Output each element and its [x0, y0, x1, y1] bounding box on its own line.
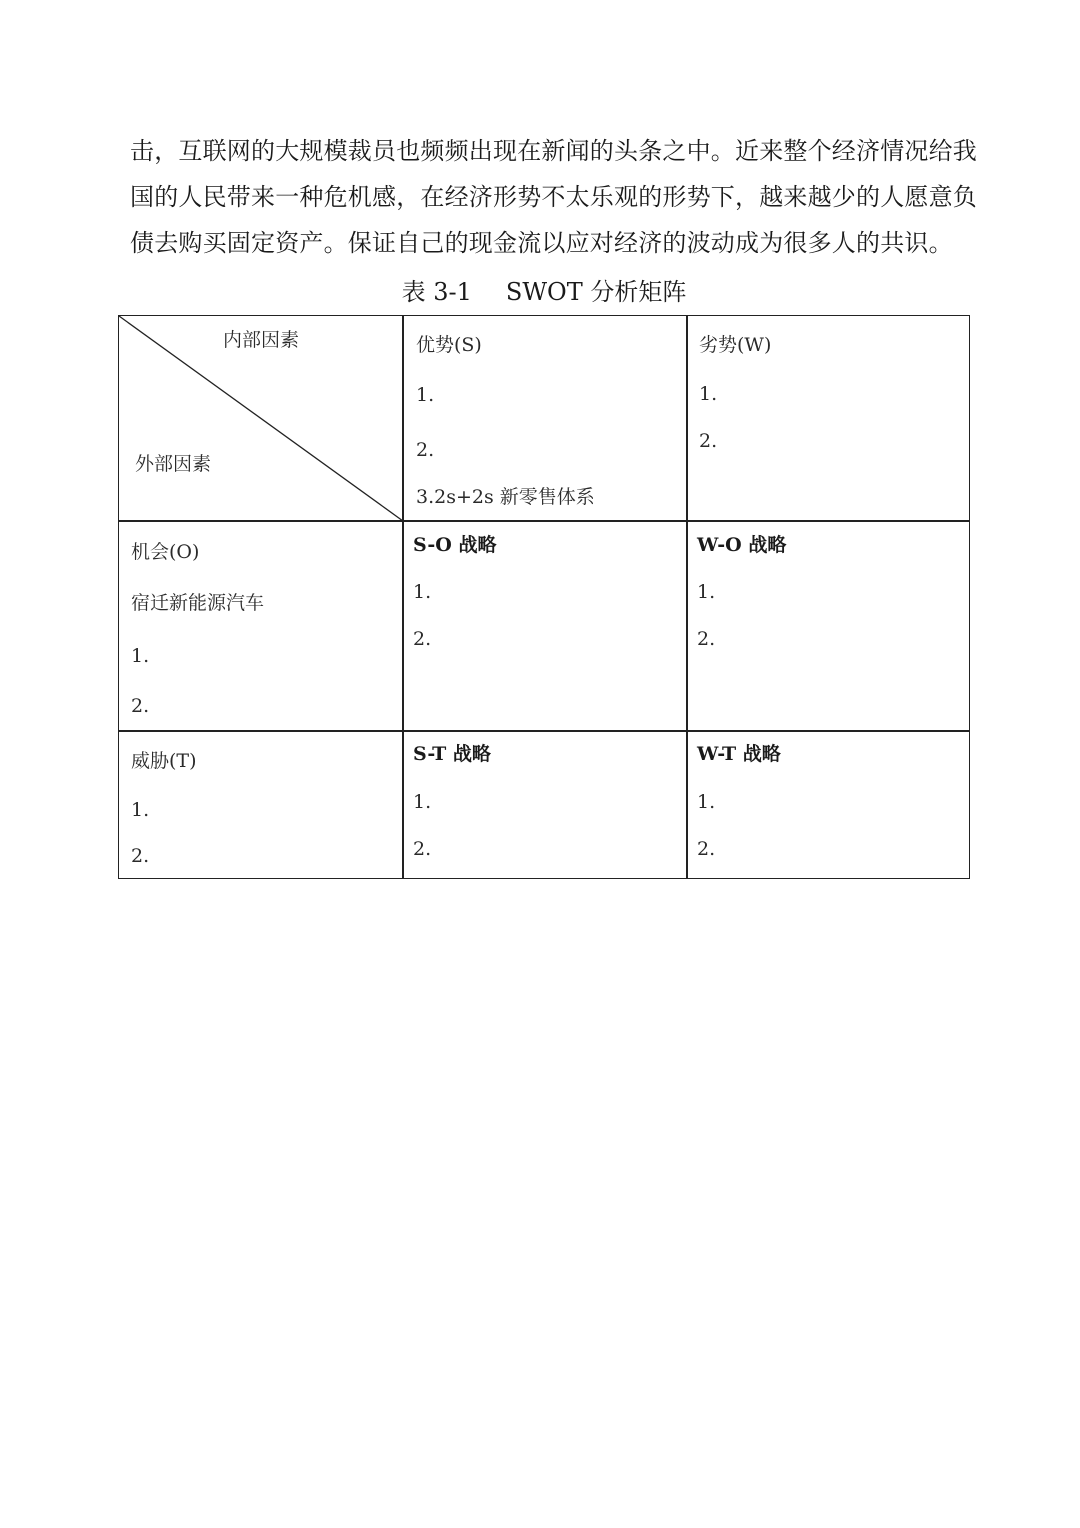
diagonal-bottom-label: 外部因素: [135, 453, 212, 475]
swot-matrix-table: [118, 315, 970, 879]
diagonal-top-label: 内部因素: [223, 329, 300, 351]
strengths-title: 优势(S): [416, 334, 482, 356]
strengths-item: 3.2s+2s 新零售体系: [416, 486, 595, 508]
so-strategy-item: 2.: [413, 628, 432, 650]
st-strategy-item: 2.: [413, 838, 432, 860]
wt-strategy-item: 1.: [697, 791, 716, 813]
threats-title: 威胁(T): [131, 750, 197, 772]
paragraph-line: 击，互联网的大规模裁员也频频出现在新闻的头条之中。近来整个经济情况给我: [130, 137, 977, 165]
opportunities-title: 机会(O): [131, 541, 200, 563]
strengths-item: 2.: [416, 439, 435, 461]
wt-strategy-title: W-T 战略: [697, 743, 781, 765]
st-strategy-item: 1.: [413, 791, 432, 813]
body-paragraph: [130, 128, 977, 266]
threats-item: 1.: [131, 799, 150, 821]
weaknesses-title: 劣势(W): [699, 334, 772, 356]
so-strategy-item: 1.: [413, 581, 432, 603]
threats-item: 2.: [131, 845, 150, 867]
wt-strategy-item: 2.: [697, 838, 716, 860]
opportunities-item: 2.: [131, 695, 150, 717]
opportunities-item: 1.: [131, 645, 150, 667]
table-caption: [0, 272, 1080, 312]
strengths-item: 1.: [416, 384, 435, 406]
paragraph-line: 债去购买固定资产。保证自己的现金流以应对经济的波动成为很多人的共识。: [130, 229, 953, 257]
opportunities-subtitle: 宿迁新能源汽车: [131, 592, 265, 614]
weaknesses-item: 2.: [699, 430, 718, 452]
paragraph-line: 国的人民带来一种危机感，在经济形势不太乐观的形势下，越来越少的人愿意负: [130, 183, 977, 211]
row-divider: [119, 730, 969, 732]
wo-strategy-item: 2.: [697, 628, 716, 650]
wo-strategy-title: W-O 战略: [697, 534, 787, 556]
weaknesses-item: 1.: [699, 383, 718, 405]
wo-strategy-item: 1.: [697, 581, 716, 603]
st-strategy-title: S-T 战略: [413, 743, 491, 765]
table-caption-title: SWOT 分析矩阵: [505, 278, 687, 306]
so-strategy-title: S-O 战略: [413, 534, 497, 556]
table-caption-number: 表 3-1: [401, 278, 472, 306]
column-divider: [686, 316, 688, 878]
